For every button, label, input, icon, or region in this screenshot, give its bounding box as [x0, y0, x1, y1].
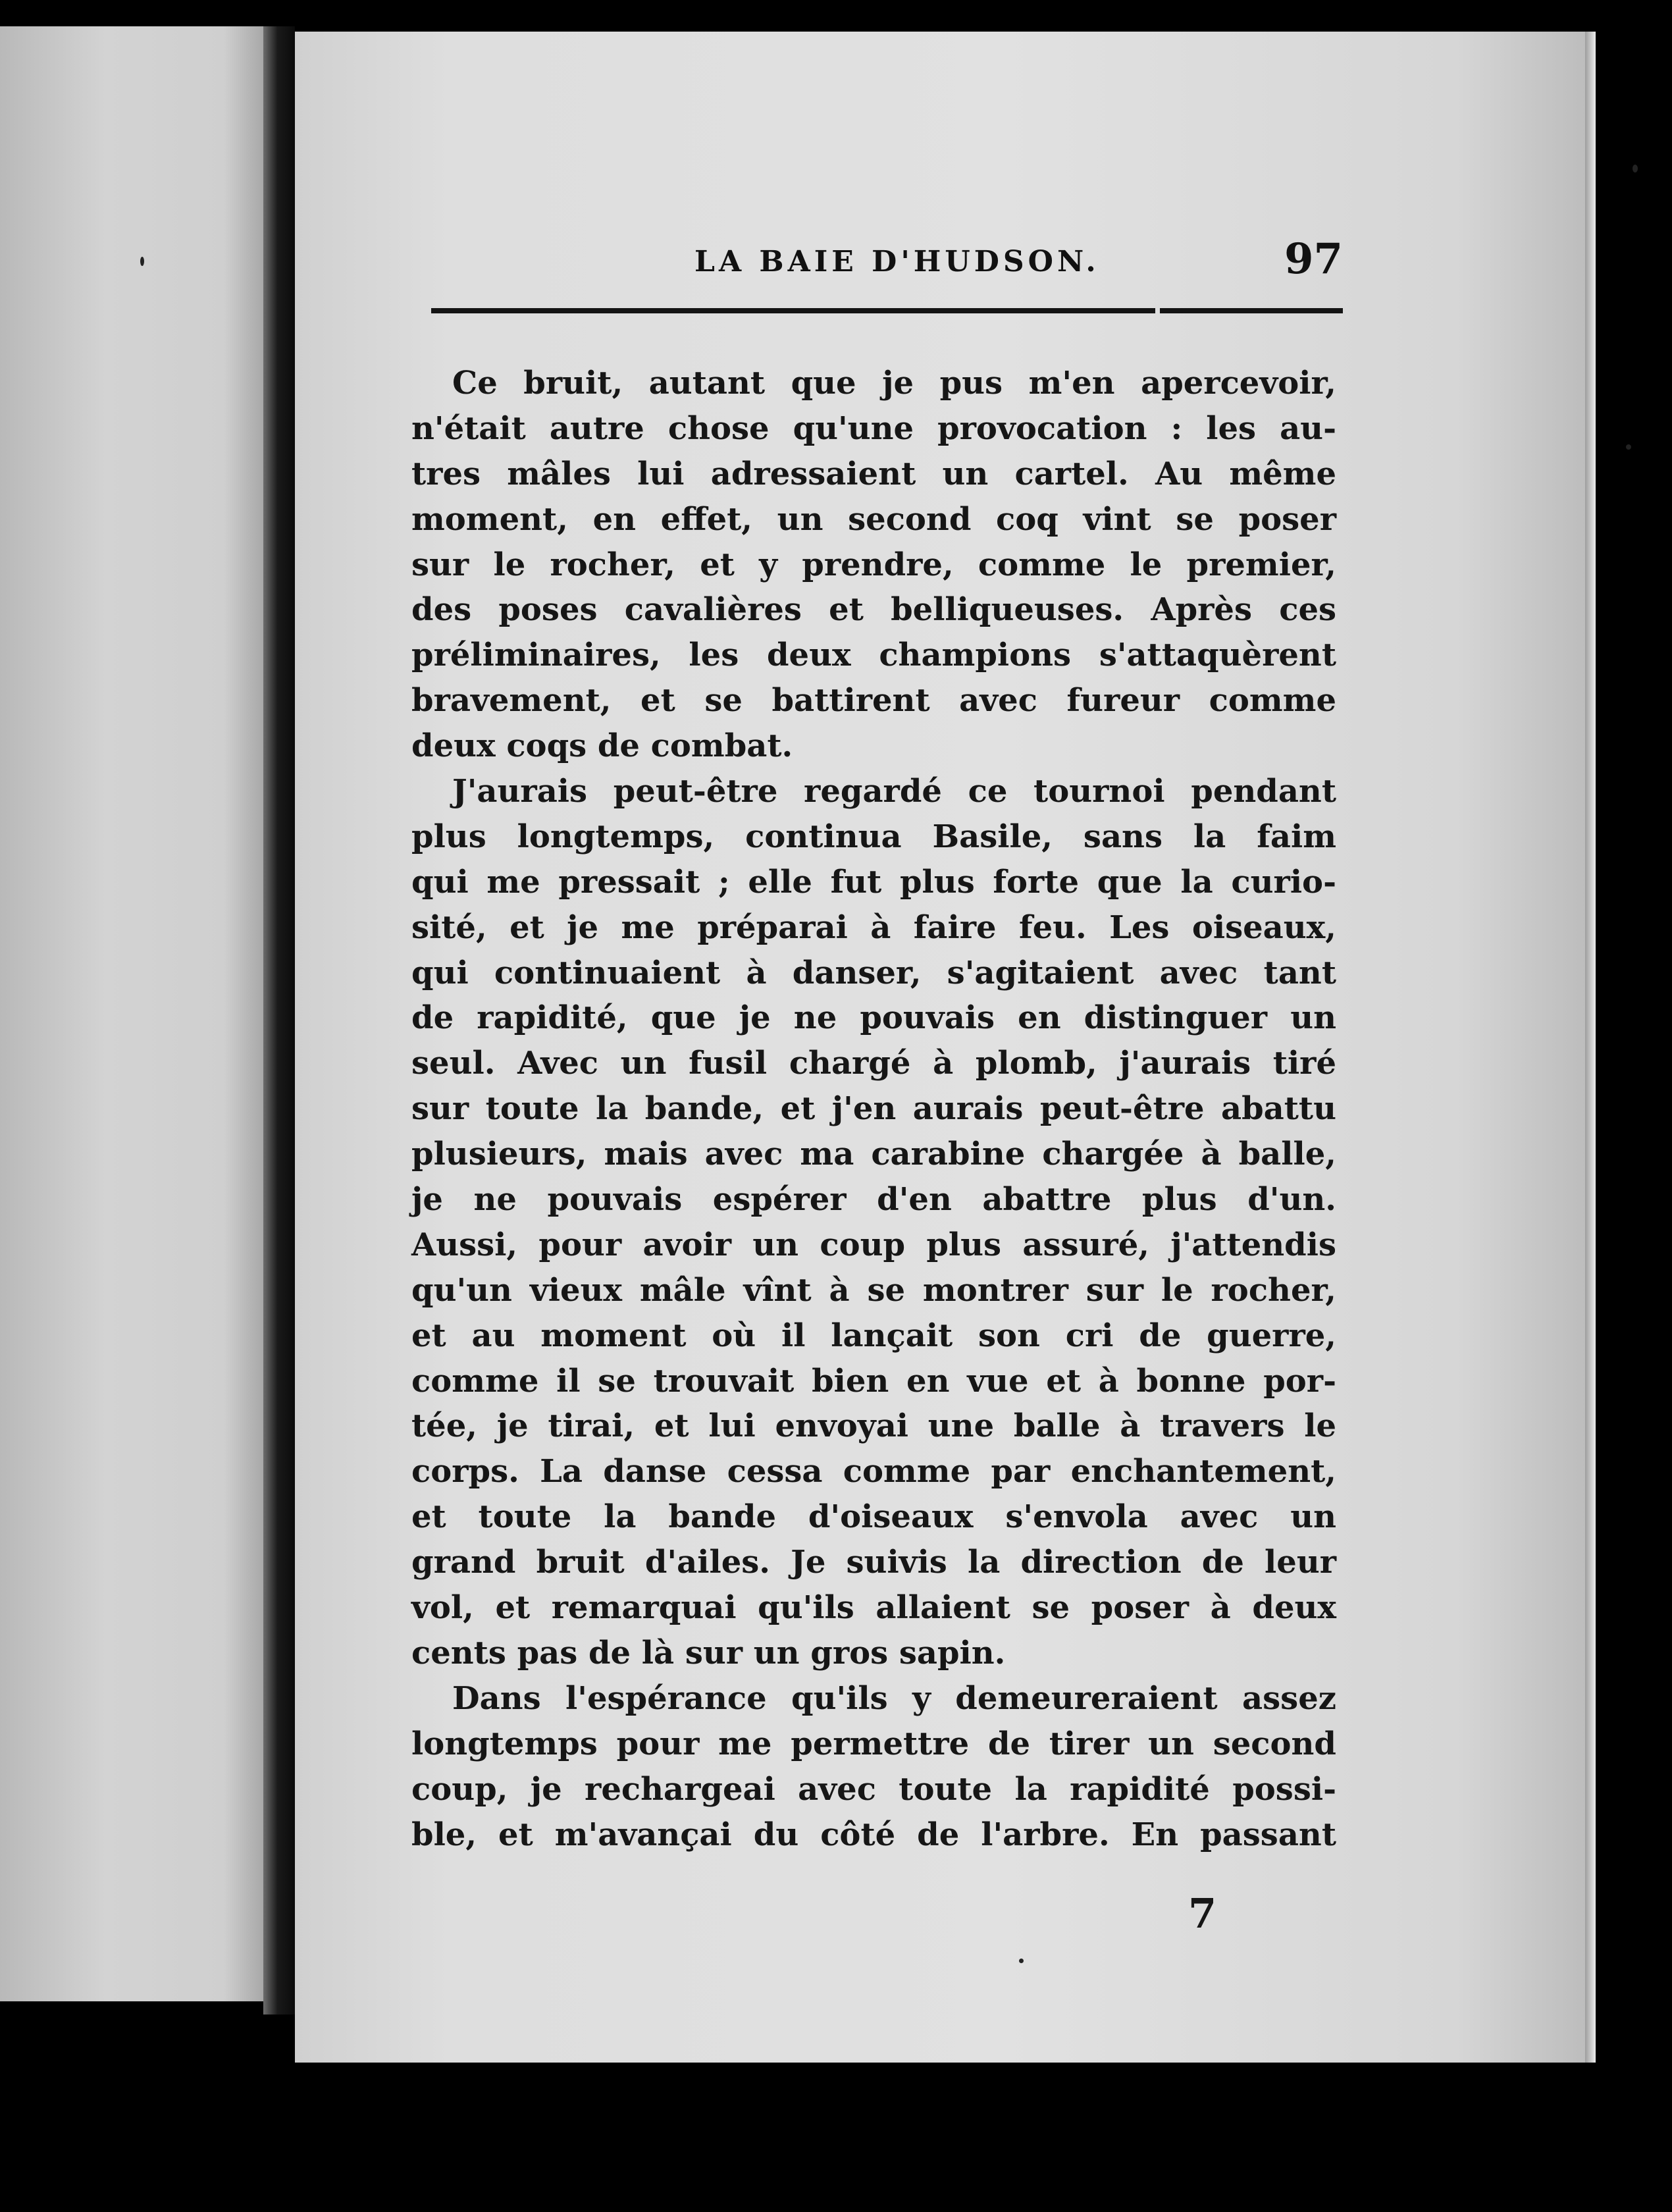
text-line: tres mâles lui adressaient un cartel. Au même	[411, 455, 1336, 492]
running-head	[428, 232, 1343, 291]
facing-page	[0, 26, 263, 2001]
text-line: moment, en effet, un second coq vint se poser	[411, 500, 1336, 538]
text-line: sur toute la bande, et j'en aurais peut-être abattu	[411, 1090, 1336, 1128]
text-line: coup, je rechargeai avec toute la rapidité possi-	[411, 1770, 1336, 1808]
text-line: corps. La danse cessa comme par enchantement,	[411, 1453, 1336, 1490]
text-line: Dans l'espérance qu'ils y demeureraient assez	[452, 1679, 1336, 1717]
text-line: sur le rocher, et y prendre, comme le premier,	[411, 546, 1336, 583]
text-line: grand bruit d'ailes. Je suivis la direction de leur	[411, 1544, 1336, 1581]
text-line: de rapidité, que je ne pouvais en distinguer un	[411, 999, 1336, 1037]
text-line: et toute la bande d'oiseaux s'envola avec un	[411, 1498, 1336, 1536]
body-text	[411, 361, 1336, 1857]
text-line: je ne pouvais espérer d'en abattre plus d'un.	[411, 1181, 1336, 1219]
scan-speck	[1019, 1959, 1024, 1963]
text-line: deux coqs de combat.	[411, 727, 793, 765]
text-line: cents pas de là sur un gros sapin.	[411, 1634, 1006, 1672]
text-line: bravement, et se battirent avec fureur comme	[411, 682, 1336, 720]
text-line: Ce bruit, autant que je pus m'en apercevoir,	[452, 365, 1336, 402]
text-line: préliminaires, les deux champions s'attaquèrent	[411, 637, 1336, 674]
running-title: LA BAIE D'HUDSON.	[694, 245, 1100, 278]
text-line: longtemps pour me permettre de tirer un second	[411, 1725, 1336, 1762]
text-line: tée, je tirai, et lui envoyai une balle à travers le	[411, 1408, 1336, 1445]
text-line: comme il se trouvait bien en vue et à bonne por-	[411, 1362, 1336, 1400]
text-line: ble, et m'avançai du côté de l'arbre. En passant	[411, 1816, 1336, 1853]
text-line: n'était autre chose qu'une provocation : les au-	[411, 409, 1336, 447]
text-line: J'aurais peut-être regardé ce tournoi pendant	[452, 773, 1336, 810]
scan-speck	[1626, 444, 1631, 450]
scan-speck	[140, 257, 144, 266]
signature-mark: 7	[1188, 1889, 1217, 1937]
page-edge	[1585, 32, 1596, 2063]
text-line: qui me pressait ; elle fut plus forte que la curio-	[411, 863, 1336, 901]
text-line: plusieurs, mais avec ma carabine chargée à balle,	[411, 1136, 1336, 1173]
text-line: qui continuaient à danser, s'agitaient avec tant	[411, 954, 1336, 991]
text-line: Aussi, pour avoir un coup plus assuré, j'attendis	[411, 1226, 1336, 1263]
scan-speck	[1633, 165, 1638, 172]
text-line: qu'un vieux mâle vînt à se montrer sur le rocher,	[411, 1271, 1336, 1309]
text-line: plus longtemps, continua Basile, sans la faim	[411, 818, 1336, 855]
page-number: 97	[1284, 234, 1343, 284]
text-line: des poses cavalières et belliqueuses. Après ces	[411, 591, 1336, 629]
header-rule	[431, 308, 1155, 313]
header-rule	[1160, 308, 1343, 313]
text-line: sité, et je me préparai à faire feu. Les oiseaux,	[411, 908, 1336, 946]
book-gutter	[263, 26, 295, 2014]
text-line: vol, et remarquai qu'ils allaient se poser à deux	[411, 1589, 1336, 1627]
text-line: seul. Avec un fusil chargé à plomb, j'aurais tiré	[411, 1045, 1336, 1082]
text-line: et au moment où il lançait son cri de guerre,	[411, 1317, 1336, 1354]
